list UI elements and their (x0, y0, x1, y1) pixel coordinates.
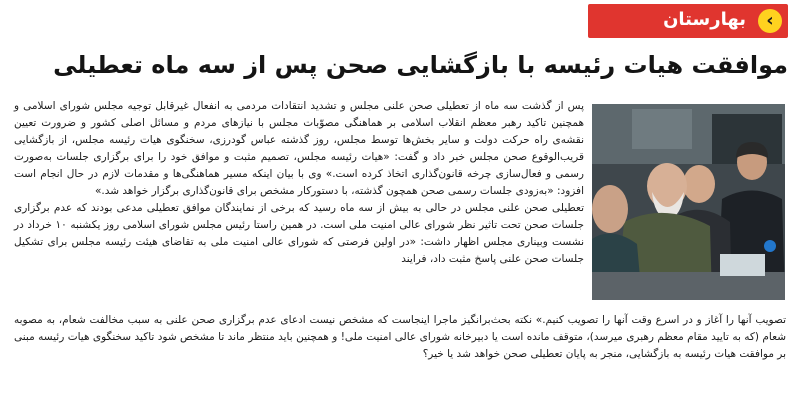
chevron-left-icon[interactable]: ‹ (758, 9, 782, 33)
article-body-column (14, 98, 584, 268)
article-paragraph: پس از گذشت سه ماه از تعطیلی صحن علنی مجلس و تشدید انتقادات مردمی به انفعال غیرقابل توجیه مجلس شورای اسلامی و همچنین تاکید رهبر معظم انقلاب اسلامی بر هماهنگی مصوّبات مجلس با نیازهای مردم و مسائل اصلی کشور و ضرورت تعیین نقشه‌ی راه حرکت دولت و سایر بخش‌ها توسط مجلس، روز گذشته عباس گودرزی، سخنگوی هیات رئیسه مجلس، از بازگشایی قریب‌الوقوع صحن مجلس خبر داد و گفت: «هیات رئیسه مجلس، تصمیم مثبت و موافق خود را برای برگزاری جلسات به‌صورت رسمی و فعال‌سازی چرخه قانون‌گذاری اتخاذ کرده است.» وی با بیان اینکه مسیر هماهنگی‌ها و مقدمات لازم در حال انجام است افزود: «به‌زودی جلسات رسمی صحن همچون گذشته، با دستورکار مشخص برای قانون‌گذاری برگزار خواهد شد.» (14, 100, 584, 197)
article-photo (592, 104, 785, 300)
article-paragraph: تصویب آنها را آغاز و در اسرع وقت آنها را تصویب کنیم.» نکته بحث‌برانگیز ماجرا اینجاست که مشخص نیست ادعای عدم برگزاری صحن علنی به سبب مخالفت شعام، به مصوبه شعام (که به تایید مقام معظم رهبری میرسد)، متوقف مانده است یا دبیرخانه شورای عالی امنیت ملی! و همچنین باید منتظر ماند تا مشخص شود تاکید سخنگوی هیات رئیسه مبنی بر موافقت هیات رئیسه به بازگشایی، منجر به پایان تعطیلی صحن خواهد شد یا خیر؟ (14, 314, 786, 360)
section-title: بهارستان (663, 9, 746, 30)
article-paragraph: تعطیلی صحن علنی مجلس در حالی به بیش از سه ماه رسید که برخی از نمایندگان موافق تعطیلی مدعی بودند که عدم برگزاری جلسات صحن تحت تاثیر نظر شورای عالی امنیت ملی است. در همین راستا رئیس مجلس شورای اسلامی روز یکشنبه ۱۰ خرداد در نشست وبیناری مجلس اظهار داشت: «در اولین فرصتی که شورای عالی امنیت ملی به تقاضای هیئت رئیسه مجلس برای تشکیل جلسات صحن علنی پاسخ مثبت داد، فرایند (14, 202, 584, 265)
article-body-full (14, 312, 786, 363)
article-headline: موافقت هیات رئیسه با بازگشایی صحن پس از سه ماه تعطیلی (53, 51, 788, 79)
section-header-bar (588, 4, 788, 38)
